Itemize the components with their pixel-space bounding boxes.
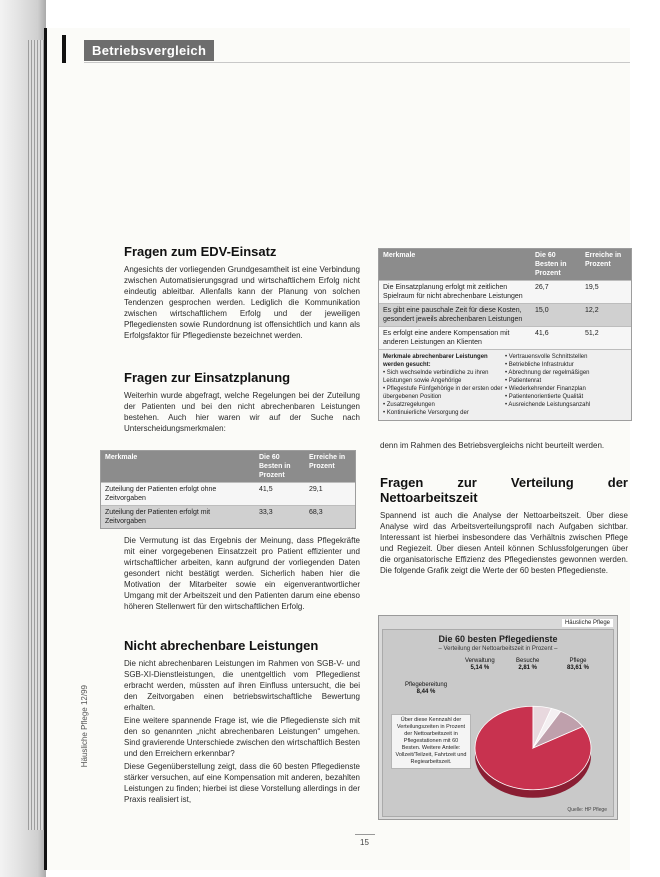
note-item: • Kontinuierliche Versorgung der — [383, 410, 469, 416]
note-item: • Abrechnung der regelmäßigen — [505, 370, 590, 376]
row-value: 33,3 — [259, 509, 273, 516]
text-vermutung-block — [124, 535, 360, 614]
col-besten: Die 60 Besten in Prozent — [259, 454, 291, 479]
note-item: • Patientenorientierte Qualität — [505, 394, 584, 400]
note-item: • Vertrauensvolle Schnittstellen — [505, 354, 588, 360]
row-label: Die Einsatzplanung erfolgt mit zeitlichen Spielraum für nicht abrechenbare Leistungen — [383, 284, 523, 300]
row-value: 26,7 — [535, 284, 549, 291]
col-erreiche: Erreiche in Prozent — [585, 252, 622, 268]
row-value: 51,2 — [585, 330, 599, 337]
heading-nicht-abrechenbar: Nicht abrechenbare Leistungen — [124, 638, 319, 653]
heading-einsatz: Fragen zur Einsatzplanung — [124, 370, 291, 385]
chart-panel — [382, 629, 614, 817]
note-item: • Betriebliche Infrastruktur — [505, 362, 574, 368]
text-nicht-2: Eine weitere spannende Frage ist, wie die Pflegedienste sich mit den so genannten „nicht abrechenbaren Leistungen“ umgehen. Sind gravierende Unterschiede zwischen den wirtschaftlich Besten und den Erreichern erkennbar? — [124, 716, 360, 758]
note-item: • Pflegestufe Fünfgehörige in der ersten oder übergebenen Position — [383, 386, 503, 400]
label-besuche: Besuche 2,81 % — [516, 658, 540, 671]
row-value: 12,2 — [585, 307, 599, 314]
text-continuation-block — [380, 440, 628, 453]
row-value: 41,6 — [535, 330, 549, 337]
pie-chart-figure — [378, 615, 618, 820]
col-erreiche: Erreiche in Prozent — [309, 454, 346, 470]
heading-netto: Fragen zur Verteilung der Nettoarbeitszeit — [380, 475, 628, 505]
row-value: 19,5 — [585, 284, 599, 291]
table-row — [101, 505, 355, 528]
text-nicht-3: Diese Gegenüberstellung zeigt, dass die 60 besten Pflegedienste stärker versuchen, auf eine Kompensation mit anderen, bezahlten Leistungen zu finden; hierbei ist diese Vorstellung allerdings in der Praxis realisiert ist, — [124, 762, 360, 804]
heading-edv: Fragen zum EDV-Einsatz — [124, 244, 277, 259]
label-verwaltung: Verwaltung 5,14 % — [465, 658, 495, 671]
text-continuation: denn im Rahmen des Betriebsvergleichs nicht beurteilt werden. — [380, 441, 605, 450]
label-pflege: Pflege 83,61 % — [567, 658, 590, 671]
row-value: 68,3 — [309, 509, 323, 516]
page-number: 15 — [360, 838, 369, 847]
note-item: • Patientenrat — [505, 378, 542, 384]
table-nicht-abrechenbar — [378, 248, 632, 421]
table-row — [101, 482, 355, 505]
section-nicht-abrechenbar — [124, 638, 360, 807]
row-value: 29,1 — [309, 486, 323, 493]
chart-tag: Häusliche Pflege — [562, 619, 613, 627]
row-value: 15,0 — [535, 307, 549, 314]
col-merkmale: Merkmale — [105, 454, 138, 461]
row-value: 41,5 — [259, 486, 273, 493]
table-header — [379, 249, 631, 280]
table-einsatzplanung — [100, 450, 356, 529]
table-notes — [379, 349, 631, 420]
section-edv — [124, 244, 360, 343]
text-edv: Angesichts der vorliegenden Grundgesamtheit ist eine Verbindung zwischen Automatisierungsgrad und wirtschaftlichem Erfolg nicht eindeutig ableitbar. Allenfalls kann der Planung von solchen Tendenzen gesprochen werden. Lediglich die Kommunikation zwischen wirtschaftlichem Erfolg und der jeweiligen Pflegediensten sowie Rundordnung ist offensichtlich und kann als Erfolgsfaktor für Pflegedienste bezeichnet werden. — [124, 265, 360, 340]
note-item: • Wiederkehrender Finanzplan — [505, 386, 586, 392]
header-rule — [84, 62, 630, 63]
text-nicht-1: Die nicht abrechenbaren Leistungen im Rahmen von SGB-V- und SGB-XI-Dienstleistungen, die unentgeltlich vom Pflegedienst erbracht werden, müssten auf ihren Einfluss untersucht, die bei den Zeitvorgaben einen betriebswirtschaftliche Bewertung erhalten. — [124, 659, 360, 712]
text-netto: Spannend ist auch die Analyse der Nettoarbeitszeit. Über diese Analyse wird das Arbeitsverteilungsprofil nach Aufgaben sichtbar. Interessant ist hierbei insbesondere das Verhältnis zwischen Pflege und Regiezeit. Über diesen Anteil können Schlussfolgerungen über die organisatorische Effizienz des Pflegedienstes gewonnen werden. Die folgende Grafik zeigt die Werte der 60 besten Pflegedienste. — [380, 511, 628, 575]
col-merkmale: Merkmale — [383, 252, 416, 259]
note-item: • Zusatzregelungen — [383, 402, 435, 408]
section-netto — [380, 475, 628, 578]
section-einsatz — [124, 370, 360, 436]
table-row — [379, 326, 631, 349]
side-journal-label: Häusliche Pflege 12/99 — [80, 685, 89, 768]
label-pflegebereitung: Pflegebereitung 8,44 % — [405, 682, 448, 695]
table-row — [379, 280, 631, 303]
text-vermutung: Die Vermutung ist das Ergebnis der Meinung, dass Pflegekräfte mit einer vorgegebenen Einsatzzeit pro Patient effizienter und wirtschaftlicher arbeiten, kann aufgrund der vorliegenden Daten gesondert nicht bestätigt werden. Sicherlich haben hier die Motivation der Mitarbeiter sowie ein eigenverantwortlicher Umgang mit der Arbeitszeit und den Patienten darum eine ebenso höheren Stellenwert für den wirtschaftlichen Erfolg. — [124, 536, 360, 611]
note-item: • Sich wechselnde verbindliche zu ihren Leistungen sowie Angehörige — [383, 370, 489, 384]
folio-rule — [355, 834, 375, 835]
table-row — [379, 303, 631, 326]
col-besten: Die 60 Besten in Prozent — [535, 252, 567, 277]
chart-subtitle: – Verteilung der Nettoarbeitszeit in Prozent – — [438, 646, 558, 652]
table-header — [101, 451, 355, 482]
chart-source: Quelle: HP Pflege — [567, 807, 607, 813]
text-einsatz: Weiterhin wurde abgefragt, welche Regelungen bei der Zuteilung der Patienten und bei den nicht abrechenbaren Leistungen bestehen. Auch hier waren wir auf der Suche nach Unterscheidungsmerkmalen: — [124, 391, 360, 433]
row-label: Zuteilung der Patienten erfolgt ohne Zeitvorgaben — [105, 486, 217, 502]
chart-note: Über diese Kennzahl der Verteilungszeiten in Prozent der Nettoarbeitszeit in Pflegestationen mit 60 Besten. Weitere Anteile: Vollzeit/Teilzeit, Fahrtzeit und Regiearbeitszeit. — [391, 714, 471, 769]
note-item: Merkmale abrechenbarer Leistungen werden gesucht: — [383, 354, 488, 368]
header-bar — [62, 35, 66, 63]
row-label: Zuteilung der Patienten erfolgt mit Zeitvorgaben — [105, 509, 211, 525]
note-item: • Ausreichende Leistungsanzahl — [505, 402, 591, 408]
row-label: Es gibt eine pauschale Zeit für diese Kosten, gesondert jeweils abrechenbaren Leistungen — [383, 307, 523, 323]
chart-title: Die 60 besten Pflegedienste — [438, 634, 558, 644]
photo-area — [84, 70, 624, 230]
section-header: Betriebsvergleich — [84, 40, 214, 61]
row-label: Es erfolgt eine andere Kompensation mit anderen Leistungen an Klienten — [383, 330, 510, 346]
notes-right — [505, 353, 627, 417]
notes-left — [383, 353, 505, 417]
